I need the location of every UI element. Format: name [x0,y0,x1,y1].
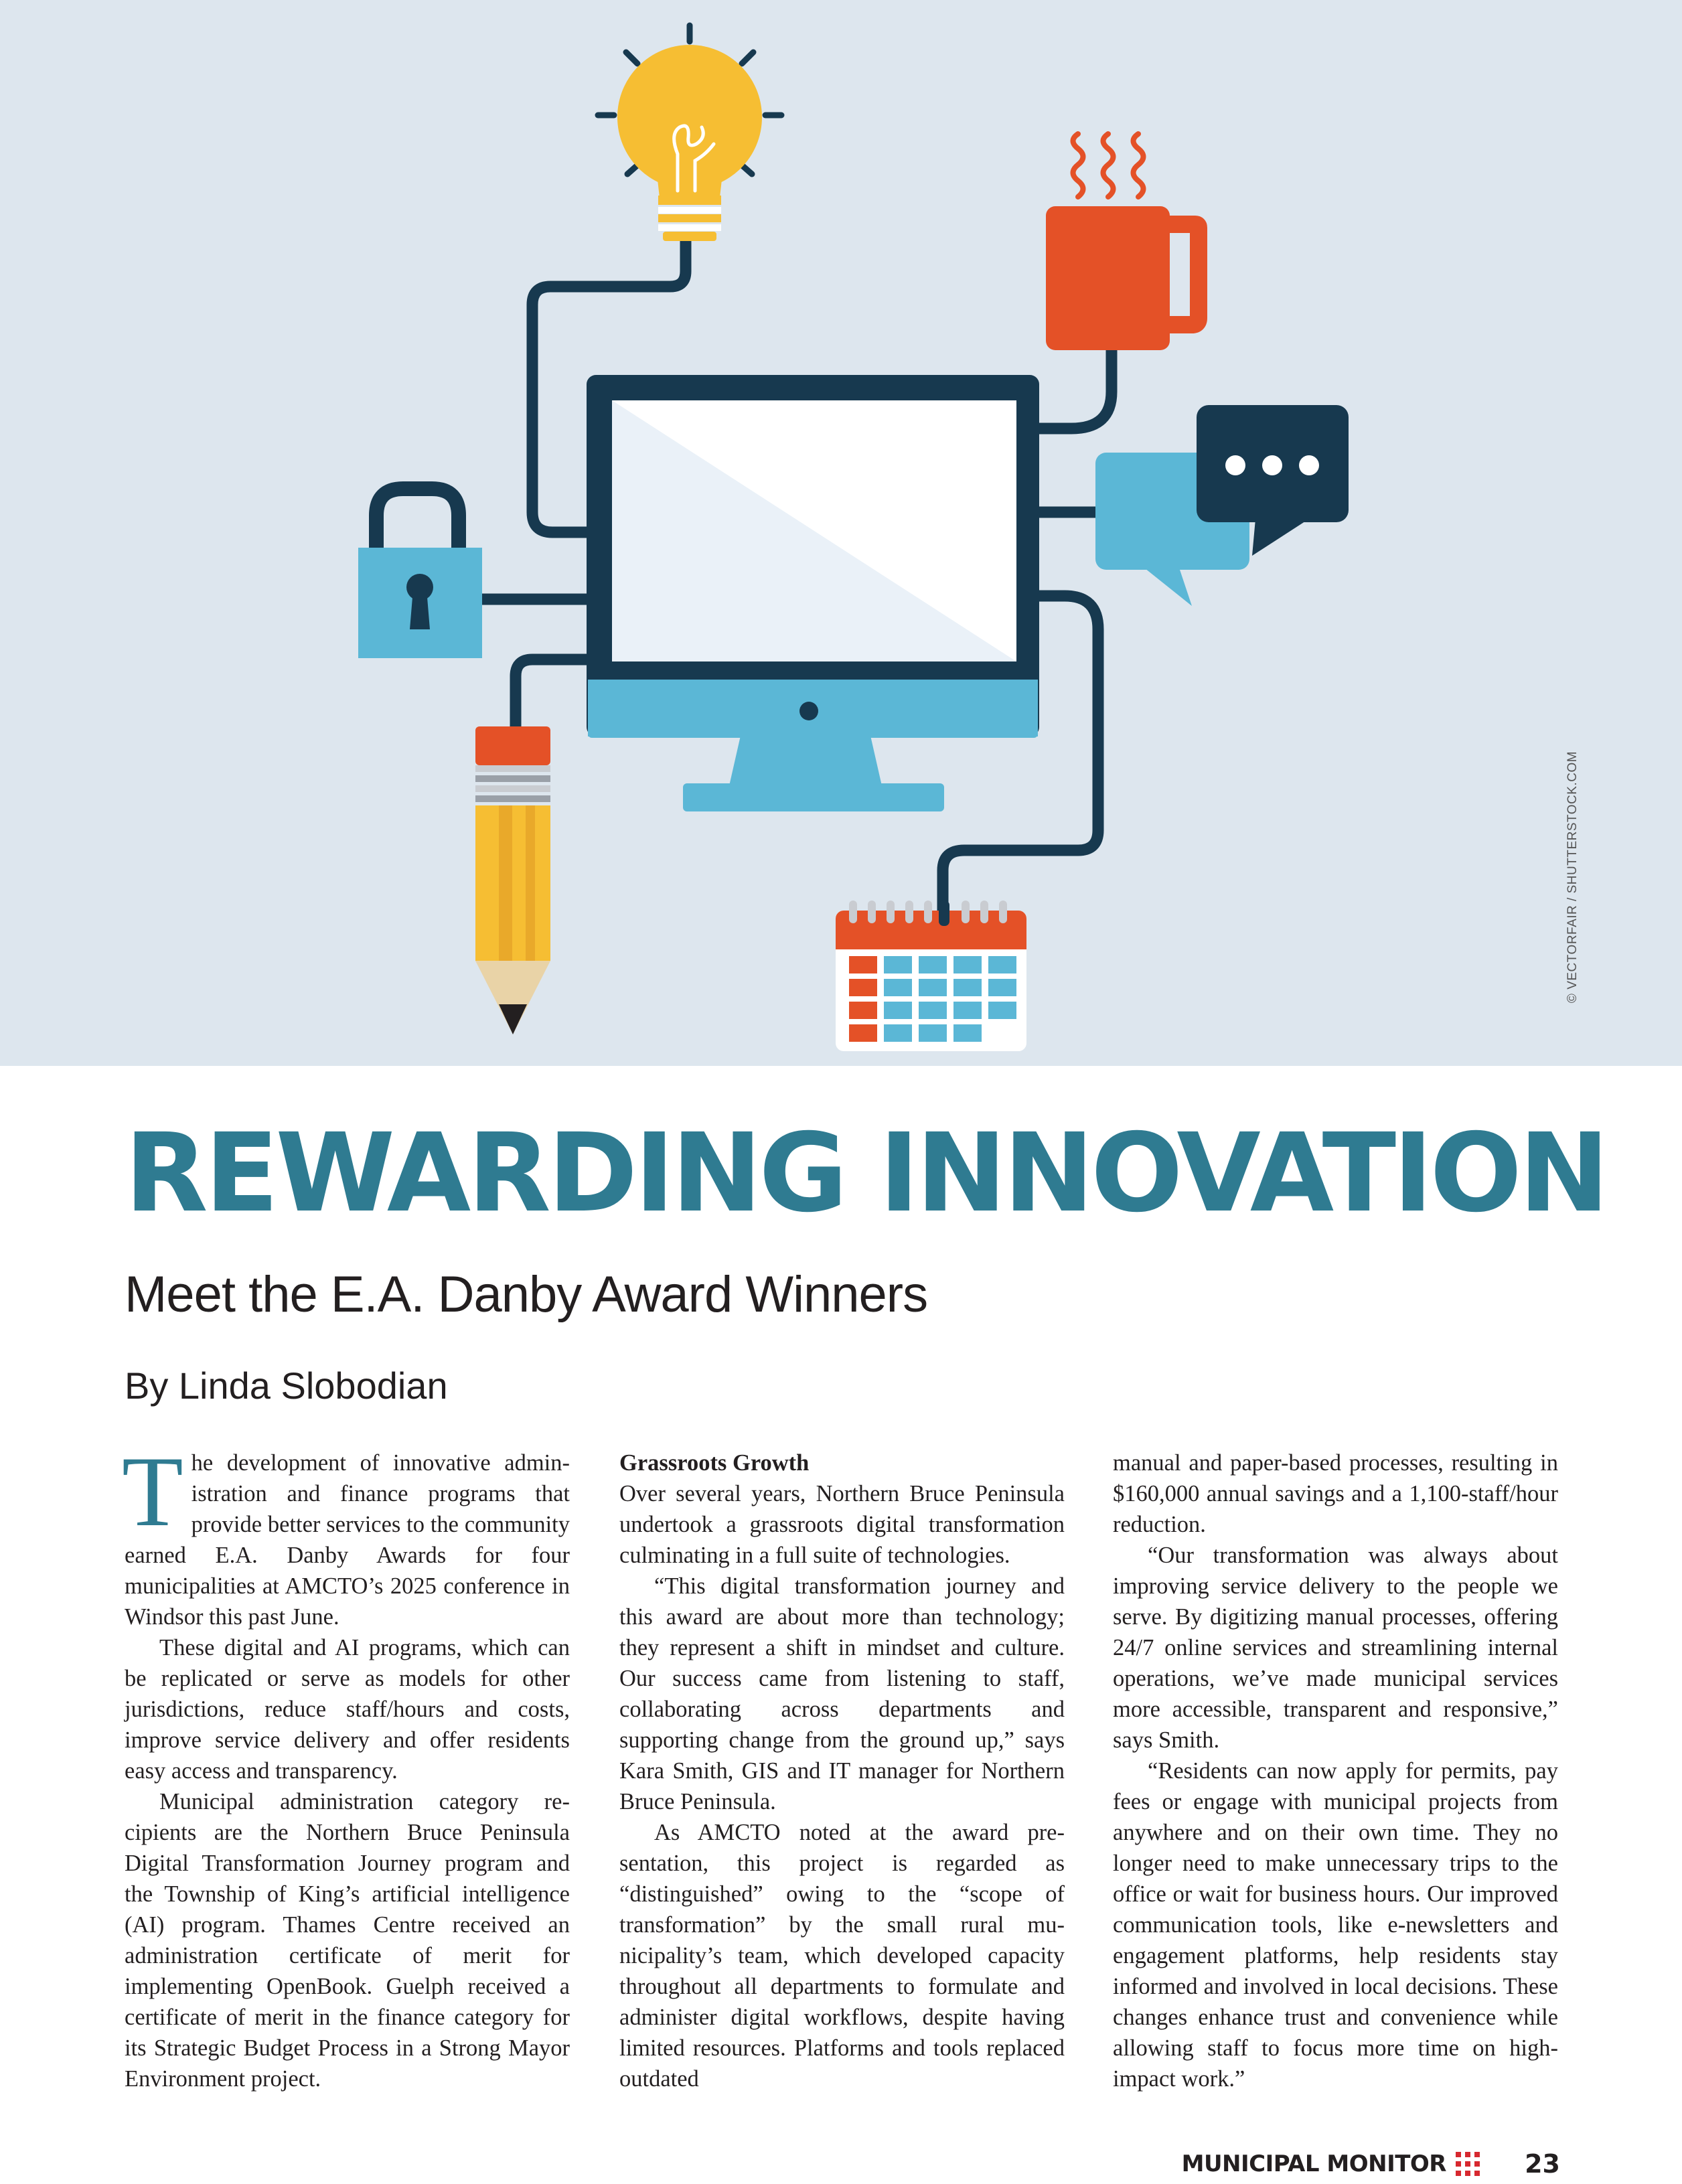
article-byline: By Linda Slobodian [125,1364,448,1407]
photo-credit-text: © VECTORFAIR / SHUTTERSTOCK.COM [1565,751,1580,1004]
article-title: REWARDING INNOVATION [125,1111,1606,1237]
paragraph: “Residents can now apply for permits, pay fees or engage with municipal projects from anywhere and on their own time. They no longer need to make unnecessary trips to the office or wait for business hours. Our improved communication tools, like e-newsletters and engagement platforms, help residents stay informed and involved in local decisions. These changes enhance trust and convenience while allowing staff to focus more time on high-impact work.” [1113,1758,1558,2092]
paragraph-text: he development of innovative administration and finance programs that provide better services to the community earned E.A. Danby Awards for four municipalities at AMCTO’s 2025 conference in Windsor this past June. [125,1450,570,1630]
drop-cap: T [122,1436,183,1547]
paragraph: These digital and AI programs, which can be replicated or serve as models for other jurisdictions, reduce staff/hours and costs, improve service delivery and offer residents easy access and transparency. [125,1635,570,1784]
section-subhead: Grassroots Growth [619,1450,810,1476]
publication-name: MUNICIPAL MONITOR [1181,2151,1446,2177]
padlock-icon [358,489,482,658]
paragraph: “This digital transformation journey and this award are about more than technology; they represent a shift in mindset and culture. Our success came from listening to staff, collaborating across departments and supporting change from the ground up,” says Kara Smith, GIS and IT manager for Northern Bruce Peninsula. [619,1573,1065,1814]
paragraph: “Our transformation was always about improving service delivery to the people we serve. By digitizing manual processes, offering 24/7 online services and streamlining internal operations, we’ve made municipal services more accessible, transparent and responsive,” says Smith. [1113,1543,1558,1753]
speech-bubbles-icon [1095,405,1349,606]
article-column-2 [619,1448,1065,2094]
article-column-3 [1113,1448,1558,2094]
paragraph: As AMCTO noted at the award presentation, this project is regarded as “distinguished” owing to the “scope of transformation” by the small rural municipality’s team, which developed capacity throughout all departments to formulate and administer digital workflows, despite having limited resources. Platforms and tools replaced outdated [619,1820,1065,2092]
pencil-icon [475,726,550,1034]
municipal-monitor-logo-icon [1454,2151,1481,2177]
article-subtitle: Meet the E.A. Danby Award Winners [125,1266,928,1323]
illustration-graphic [0,0,1682,1066]
paragraph: manual and paper-based processes, resulting in $160,000 annual savings and a 1,100-staff/hour reduction. [1113,1450,1558,1537]
paragraph: Municipal administration category recipients are the Northern Bruce Peninsula Digital Transformation Journey program and the Township of King’s artificial intelligence (AI) program. Thames Centre received an administration certificate of merit for implementing OpenBook. Guelph received a certificate of merit in the finance category for its Strategic Budget Process in a Strong Mayor Environment project. [125,1789,570,2092]
page-number: 23 [1525,2149,1560,2179]
paragraph [122,1436,570,1632]
coffee-mug-icon [1046,134,1199,350]
article-column-1 [122,1436,570,2094]
paragraph-text: Over several years, Northern Bruce Peninsula undertook a grassroots digital transformation culminating in a full suite of technologies. [619,1481,1065,1568]
paragraph [619,1448,1065,1571]
computer-monitor-icon [587,375,1039,811]
lightbulb-icon [598,25,781,241]
photo-credit [1565,751,1580,1004]
page-footer [1071,2149,1560,2179]
hero-illustration [0,0,1682,1066]
calendar-icon [836,901,1026,1051]
